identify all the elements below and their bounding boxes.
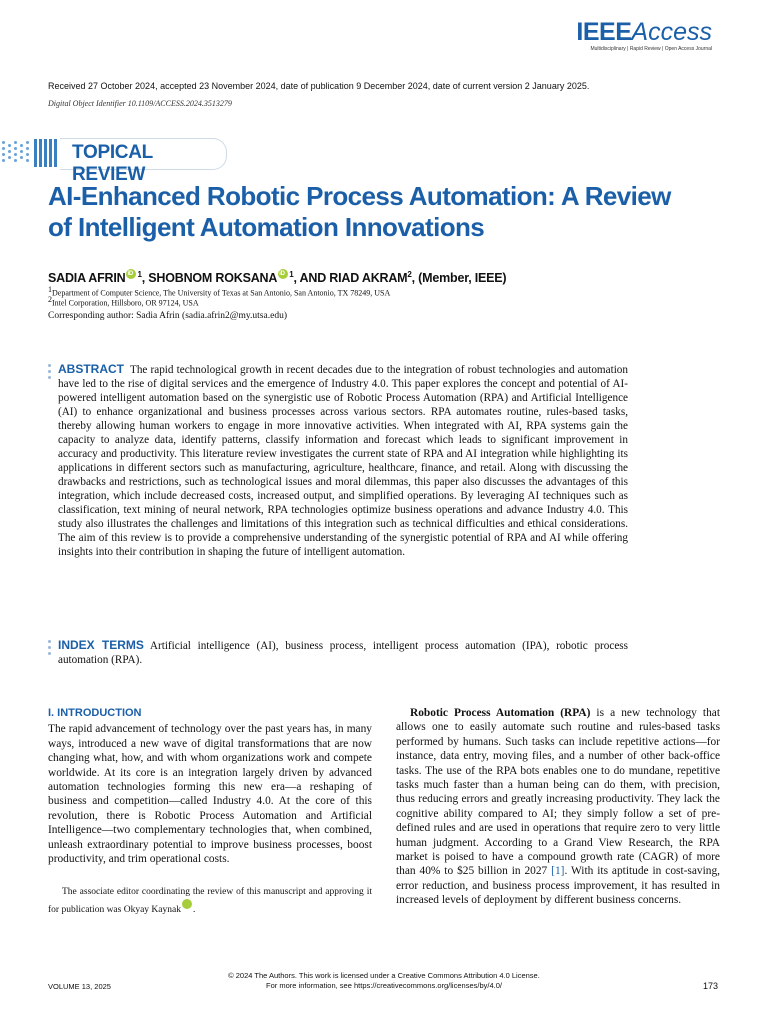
- logo-access: Access: [631, 18, 712, 46]
- left-column: [48, 706, 372, 917]
- author-separator: ,: [141, 271, 145, 285]
- abstract: [58, 362, 628, 559]
- license-link[interactable]: For more information, see https://creativecommons.org/licenses/by/4.0/: [266, 981, 502, 990]
- author-name[interactable]: AND RIAD AKRAM: [299, 271, 408, 285]
- section-heading: I. INTRODUCTION: [48, 707, 142, 719]
- corresponding-author: Corresponding author: Sadia Afrin (sadia.afrin2@my.utsa.edu): [48, 311, 287, 321]
- orcid-icon[interactable]: [278, 269, 288, 279]
- banner-label: TOPICAL REVIEW: [72, 142, 153, 185]
- citation-link[interactable]: [1]: [551, 865, 565, 878]
- rpa-text-b: . With its aptitude in cost-saving, error reduction, and business process improvement, it has resulted in increased levels of deployment by different business concerns.: [396, 865, 720, 907]
- author-name[interactable]: SADIA AFRIN: [48, 271, 126, 285]
- author-affiliation-mark: 1: [289, 269, 294, 279]
- affiliation-text: Intel Corporation, Hillsboro, OR 97124, USA: [52, 298, 199, 308]
- author-affiliation-mark: 2: [407, 269, 412, 279]
- topical-review-banner: [0, 135, 230, 185]
- affiliation-2: [48, 295, 199, 308]
- associate-editor-text: The associate editor coordinating the review of this manuscript and approving it for publication was Okyay Kaynak: [48, 887, 372, 916]
- affiliation-text: Department of Computer Science, The University of Texas at San Antonio, San Antonio, TX 78249, USA: [52, 288, 391, 298]
- right-column: [396, 706, 720, 908]
- author-name[interactable]: SHOBNOM ROKSANA: [148, 271, 278, 285]
- rpa-paragraph: [396, 706, 720, 908]
- author-list: [48, 269, 506, 285]
- author-affiliation-mark: 1: [137, 269, 142, 279]
- logo-ieee: IEEE: [576, 18, 632, 46]
- author-membership: , (Member, IEEE): [411, 271, 507, 285]
- abstract-text: The rapid technological growth in recent decades due to the integration of robust technologies and automation have led to the rise of digital services and the emergence of Industry 4.0. This paper explores the concept and potential of AI-powered intelligent automation based on the synergistic use of Robotic Process Automation (RPA) and Artificial Intelligence (AI) to enhance organizational and business processes across various sectors. RPA automates routine, rules-based tasks, thereby allowing human workers to engage in more innovative activities. When integrated with AI, RPA systems gain the capacity to analyze data, identify patterns, classify information and forecast which leads to significant improvement in accuracy and productivity. This literature review investigates the current state of RPA and AI integration while highlighting its applications in different sectors such as manufacturing, agriculture, healthcare, finance, and retail. Along with discussing the drawbacks and restrictions, such as technological issues and moral dilemmas, this paper also discusses the advantages of this integration, which include decreased costs, increased output, and simplified operations. By leveraging AI techniques such as classification, text mining of neural network, RPA technologies optimize business operations and advance Industry 4.0. This study also illustrates the challenges and limitations of this integration such as technical difficulties and ethical considerations. The aim of this review is to provide a comprehensive understanding of the synergistic potential of RPA and AI while offering insights into their contribution in shaping the future of intelligent automation.: [58, 364, 628, 558]
- associate-editor-note: The associate editor coordinating the review of this manuscript and approving it for publication was Okyay KaynakiD .: [48, 886, 372, 917]
- journal-logo: [576, 18, 712, 47]
- logo-tagline: Multidisciplinary | Rapid Review | Open Access Journal: [590, 46, 712, 52]
- orcid-icon[interactable]: [126, 269, 136, 279]
- orcid-icon[interactable]: [182, 899, 192, 909]
- page-number: 173: [702, 981, 718, 991]
- volume-label: VOLUME 13, 2025: [48, 982, 111, 991]
- affiliation-mark: 2: [48, 295, 52, 304]
- index-terms-label: INDEX TERMS: [58, 638, 144, 652]
- rpa-term: Robotic Process Automation (RPA): [410, 707, 591, 719]
- paper-title: AI-Enhanced Robotic Process Automation: A Review of Intelligent Automation Innovations: [48, 181, 671, 242]
- index-terms-text: Artificial intelligence (AI), business process, intelligent process automation (IPA), robotic process automation (RPA).: [58, 640, 628, 666]
- received-dates: Received 27 October 2024, accepted 23 November 2024, date of publication 9 December 2024, date of current version 2 January 2025.: [48, 81, 590, 91]
- abstract-label: ABSTRACT: [58, 362, 124, 376]
- doi[interactable]: Digital Object Identifier 10.1109/ACCESS.2024.3513279: [48, 99, 232, 108]
- intro-paragraph: The rapid advancement of technology over the past years has, in many ways, introduced a new wave of digital transformations that are now changing what, how, and with whom organizations work and compete worldwide. At its core is an integration largely driven by advanced automation technologies forming this new era—a reshaping of business and competition—called Industry 4.0. At the core of this revolution, there is Robotic Process Automation and Artificial Intelligence—two complementary technologies that, when combined, unleash extraordinary potential to improve business processes, boost productivity, and trim operational costs.: [48, 723, 372, 866]
- author-separator: ,: [293, 271, 297, 285]
- license-notice: [0, 971, 768, 991]
- index-terms: [58, 638, 628, 667]
- rpa-text-a: is a new technology that allows one to easily automate such routine and rules-based tasks performed by humans. Such tasks can include repetitive actions—for instance, data entry, moving files, and a number of other back-office tasks. The use of the RPA bots enables one to do mundane, repetitive tasks much faster than a human being can do them, with precision, thus reducing errors and greatly increasing productivity. They lack the cognitive ability compared to AI; they simply follow a set of pre-defined rules and are used in operations that require zero to very little human judgment. According to a Grand View Research, the RPA market is poised to have a compound growth rate (CAGR) of more than 40% to $25 billion in 2027: [396, 707, 721, 878]
- index-terms-dots-decoration: [48, 640, 51, 658]
- affiliation-mark: 1: [48, 285, 52, 294]
- abstract-dots-decoration: [48, 364, 51, 382]
- license-text: © 2024 The Authors. This work is licensed under a Creative Commons Attribution 4.0 License.: [228, 971, 540, 980]
